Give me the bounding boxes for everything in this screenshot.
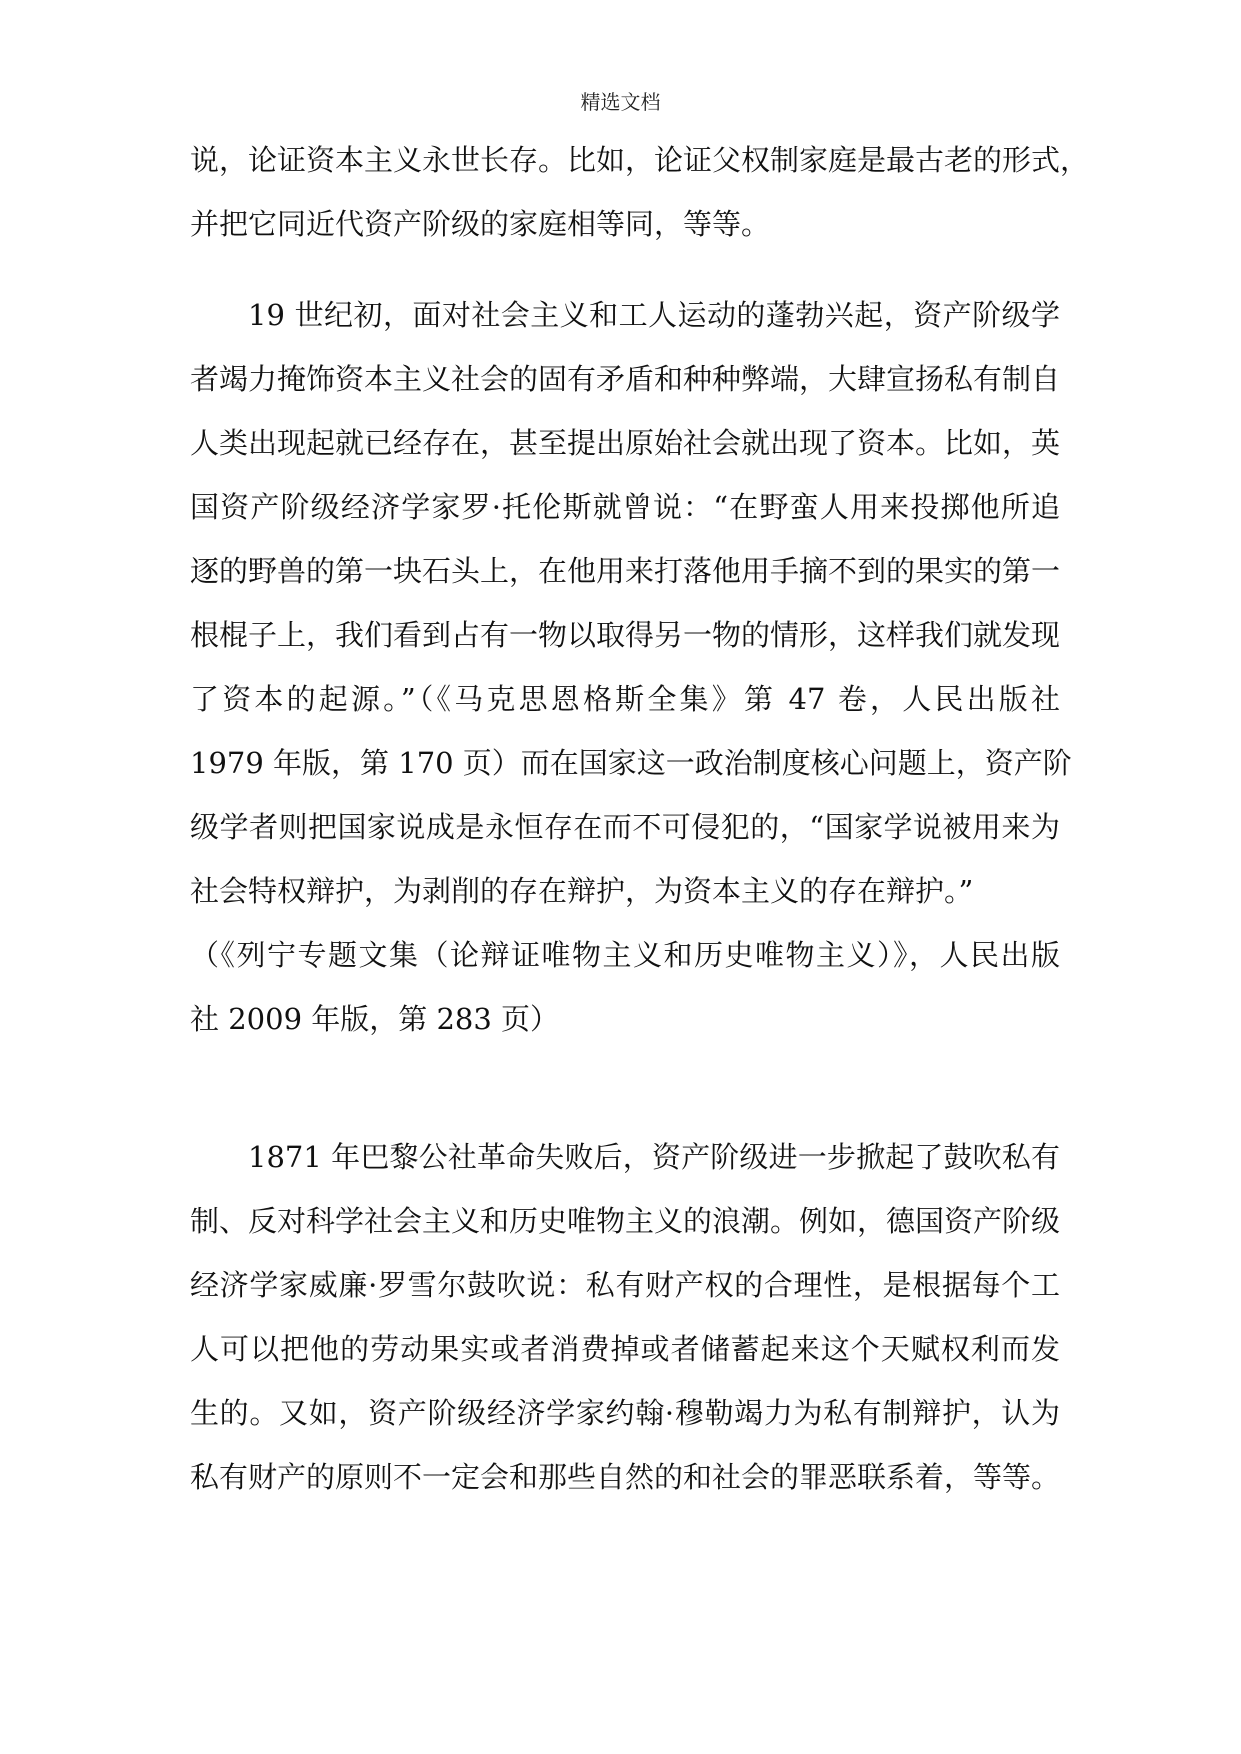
text-line: 私有财产的原则不一定会和那些自然的和社会的罪恶联系着，等等。 bbox=[190, 1460, 1061, 1494]
text-line: 国资产阶级经济学家罗·托伦斯就曾说：“在野蛮人用来投掷他所追 bbox=[190, 490, 1060, 524]
paragraph-2 bbox=[190, 283, 1072, 1051]
text-line: 并把它同近代资产阶级的家庭相等同，等等。 bbox=[190, 207, 771, 241]
text-line: 1871 年巴黎公社革命失败后，资产阶级进一步掀起了鼓吹私有 bbox=[248, 1140, 1060, 1174]
page-header: 精选文档 bbox=[580, 90, 661, 114]
paragraph-3 bbox=[190, 1125, 1060, 1509]
text-line: 者竭力掩饰资本主义社会的固有矛盾和种种弊端，大肆宣扬私有制自 bbox=[190, 362, 1061, 396]
text-line: 社 2009 年版，第 283 页） bbox=[190, 1002, 560, 1036]
text-line: 人类出现起就已经存在，甚至提出原始社会就出现了资本。比如，英 bbox=[190, 426, 1061, 460]
text-line: 生的。又如，资产阶级经济学家约翰·穆勒竭力为私有制辩护，认为 bbox=[190, 1396, 1060, 1430]
text-line: 级学者则把国家说成是永恒存在而不可侵犯的，“国家学说被用来为 bbox=[190, 810, 1060, 844]
text-line: 根棍子上，我们看到占有一物以取得另一物的情形，这样我们就发现 bbox=[190, 618, 1061, 652]
text-line: （《列宁专题文集（论辩证唯物主义和历史唯物主义）》，人民出版 bbox=[190, 938, 1060, 972]
text-line: 社会特权辩护，为剥削的存在辩护，为资本主义的存在辩护。” bbox=[190, 874, 974, 908]
paragraph-1 bbox=[190, 128, 1090, 256]
text-line: 逐的野兽的第一块石头上，在他用来打落他用手摘不到的果实的第一 bbox=[190, 554, 1061, 588]
text-line: 人可以把他的劳动果实或者消费掉或者储蓄起来这个天赋权利而发 bbox=[190, 1332, 1060, 1366]
text-line: 经济学家威廉·罗雪尔鼓吹说：私有财产权的合理性，是根据每个工 bbox=[190, 1268, 1060, 1302]
text-line: 1979 年版，第 170 页）而在国家这一政治制度核心问题上，资产阶 bbox=[190, 746, 1072, 780]
text-line: 制、反对科学社会主义和历史唯物主义的浪潮。例如，德国资产阶级 bbox=[190, 1204, 1061, 1238]
text-line: 说，论证资本主义永世长存。比如，论证父权制家庭是最古老的形式， bbox=[190, 143, 1090, 177]
text-line: 了资本的起源。”（《马克思恩格斯全集》第 47 卷，人民出版社 bbox=[190, 682, 1060, 716]
text-line: 19 世纪初，面对社会主义和工人运动的蓬勃兴起，资产阶级学 bbox=[248, 298, 1060, 332]
